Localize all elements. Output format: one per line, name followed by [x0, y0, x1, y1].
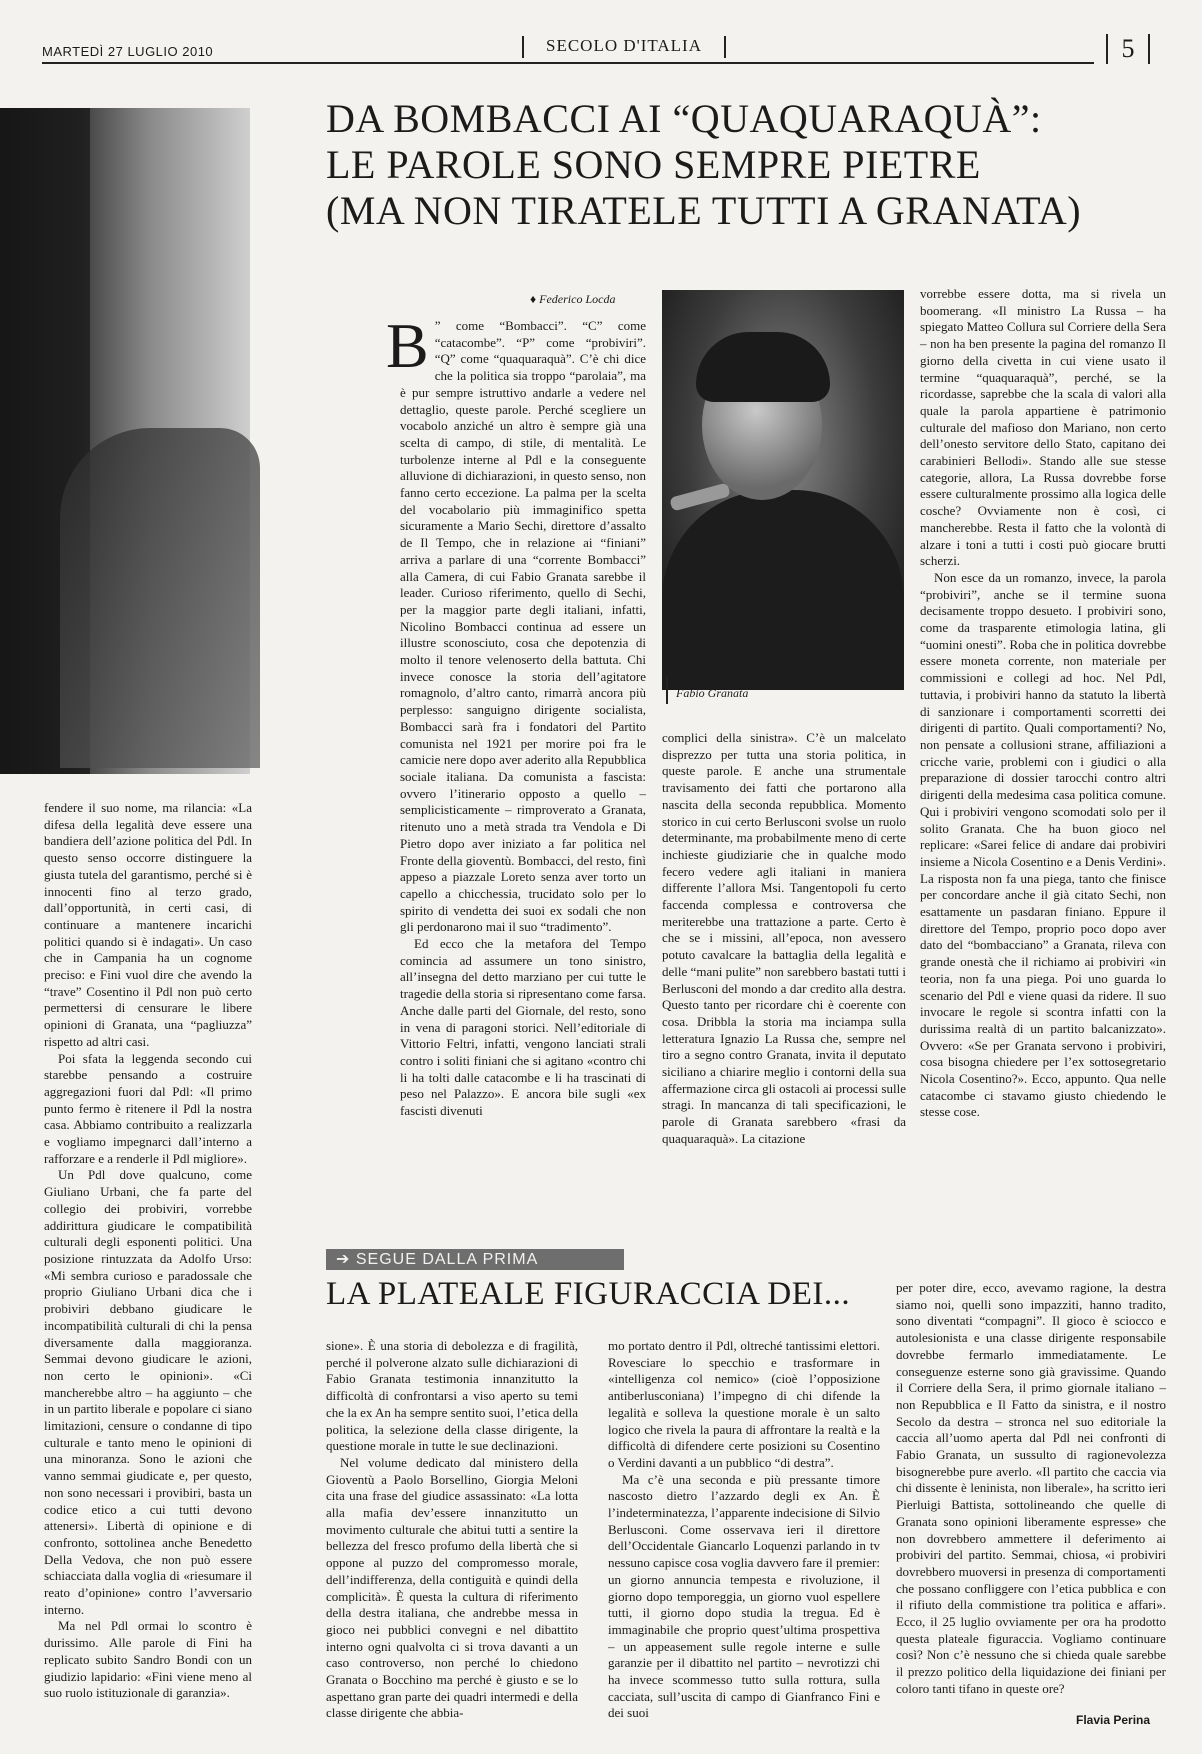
article-headline: [326, 96, 1166, 234]
paragraph: Un Pdl dove qualcuno, come Giuliano Urbani, che fa parte del collegio dei probiviri, vorrebbe addirittura giudicare le compatibilità culturali degli esponenti politici. Una posizione rintuzzata da Adolfo Urso: «Mi sembra curioso e paradossale che proprio Giuliano Urbani dica che i probiviri debbano giudicare le incompatibilità culturali di chi la pensa diversamente dalla maggioranza. Semmai devono giudicare le azioni, non certo le opinioni». «Ci mancherebbe altro – ha aggiunto – che in un partito liberale e popolare ci siano limitazioni, censure o condanne di tipo culturale e tanto meno le opinioni di una minoranza. Sono le azioni che vanno semmai giudicate e, per questo, non sono necessari i provibiri, basta un codice etico a cui tutti devono attenersi». Libertà di opinione e di confronto, sottolinea anche Benedetto Della Vedova, che non può essere schiacciata dalla voglia di «riesumare il reato d’opinione» contro l’avversario interno.: [44, 1167, 252, 1617]
masthead: [42, 34, 1164, 68]
photo-hair: [696, 332, 830, 402]
second-column-1: [326, 1338, 578, 1730]
drop-cap: B: [386, 310, 429, 381]
headline-line: DA BOMBACCI AI “QUAQUARAQUÀ”:: [326, 96, 1042, 141]
headline-line: LE PAROLE SONO SEMPRE PIETRE: [326, 142, 981, 187]
paragraph: Non esce da un romanzo, invece, la parola “probiviri”, anche se il termine suona decisamente troppo desueto. I probiviri sono, come da trasparente etimologia latina, gli “uomini onesti”. Roba che in politica dovrebbe essere moneta corrente, non materiale per commissioni e collegi ad hoc. Nel Pdl, tuttavia, i probiviri hanno da statuto la libertà di sanzionare i comportamenti scorretti dei dirigenti di partito. Quali comportamenti? No, non pensate a collusioni strane, affiliazioni a cricche varie, problemi con i giudici o alla preparazione di dossier tarocchi contro altri dirigenti della medesima casa politica comune. Qui i probiviri vengono scomodati solo per il solito Granata. Che ha buon gioco nel replicare: «Sarei felice di andare dai probiviri insieme a Nicola Cosentino e a Denis Verdini». La risposta non fa una piega, tanto che finisce per concordare anche il già citato Sechi, non esattamente un pasdaran finiano. Eppure il direttore del Tempo, proprio poco dopo aver dato del “bombacciano” a Granata, rileva con grande onestà che il richiamo ai probiviri «in teoria, non fa una piega. Poi uno guarda lo scenario del Pdl e viene quasi da ridere. Il suo invocare le regole si scontra infatti con la durissima realtà di un partito balcanizzato». Ovvero: «Se per Granata servono i probiviri, cosa bisogna chiedere per l’ex sottosegretario Nicola Cosentino?». Ecco, appunto. Qua nelle catacombe ci stavamo giusto chiedendo le stesse cose.: [920, 569, 1166, 1120]
left-photo: [0, 108, 250, 774]
section-label: ➔ SEGUE DALLA PRIMA: [326, 1249, 624, 1270]
paragraph: sione». È una storia di debolezza e di fragilità, perché il polverone alzato sulle dichiarazioni di Fabio Granata testimonia innanzitutto la difficoltà di confrontarsi a viso aperto su temi che la ex An ha sempre sentito suoi, l’etica della politica, la selezione della classe dirigente, la questione morale in tutte le sue declinazioni.: [326, 1338, 578, 1454]
paragraph: per poter dire, ecco, avevamo ragione, la destra siamo noi, quelli sono impazziti, hanno tradito, sono diventati “compagni”. Il gioco è sciocco e autolesionista e una classe dirigente responsabile dovrebbe fermarlo immediatamente. Le conseguenze esterne sono già gravissime. Quando il Corriere della Sera, il primo giornale italiano – non Repubblica e Il Fatto da sinistra, e il nostro Secolo da destra – stronca nel suo editoriale la caccia all’uomo aperta dal Pdl nei confronti di Fabio Granata, un sussulto di ragionevolezza bisognerebbe pure averlo. «Il partito che caccia via chi dissente è leninista, non liberale», ha scritto ieri Pierluigi Battista, sottolineando che quelle di Granata sono opinioni liberamente espresse» che non dovrebbero ammettere il deferimento ai probiviri del partito. Semmai, chiosa, «i probiviri dovrebbero muoversi in presenza di comportamenti che possano confliggere con l’etica pubblica e con il rifiuto della commistione tra politica e affari». Ecco, il 25 luglio ovviamente per ora ha prodotto questa plateale figuraccia. Vogliamo continuare così? Non c’è nessuno che si chieda quale sarebbe il prezzo politico della liquidazione dei finiani per coloro tanti tifano in queste ore?: [896, 1280, 1166, 1696]
second-article-title: LA PLATEALE FIGURACCIA DEI...: [326, 1276, 851, 1312]
author-signature: Flavia Perina: [1076, 1713, 1151, 1727]
article-column-2: [662, 730, 906, 1226]
paragraph: Ma c’è una seconda e più pressante timore nascosto dietro l’azzardo degli ex An. È l’indeterminatezza, l’apparente indecisione di Silvio Berlusconi. Come osservava ieri il direttore dell’Occidentale Giancarlo Loquenzi parlando in tv nessuno capisce cosa voglia davvero fare il premier: un giorno annuncia tempesta e rivoluzione, il giorno dopo temporeggia, un giorno vuol espellere tutti, il giorno dopo studia la tregua. Ed è immaginabile che proprio quest’ultima prospettiva – un appeasement sulle regole interne e sulle garanzie per il dibattito nel partito – nevrotizzi chi ha invece scommesso tutto sulla rottura, sulla cacciata, sull’uscita di campo di Gianfranco Fini e dei suoi: [608, 1471, 880, 1721]
paragraph: vorrebbe essere dotta, ma si rivela un boomerang. «Il ministro La Russa – ha spiegato Matteo Collura sul Corriere della Sera – non ha ben presente la pagina del romanzo Il giorno della civetta in cui viene usato il termine “quaquaraquà”, perché, se la ricordasse, saprebbe che la scala di valori alla quale la parola appartiene è patrimonio culturale del mafioso don Mariano, non certo dell’onesto servitore dello Stato, capitano dei carabinieri Bellodi». Stando alle sue stesse categorie, allora, La Russa dovrebbe forse essere culturalmente prossimo alla logica delle cosche? Ovviamente non è così, ci mancherebbe. Resta il fatto che la volontà di alzare i toni a tutti i costi può giocare brutti scherzi.: [920, 286, 1166, 569]
second-column-3: [896, 1280, 1166, 1710]
paragraph: complici della sinistra». C’è un malcelato disprezzo per tutta una storia politica, in queste parole. E anche una strumentale travisamento dei fatti che portarono alla nascita della seconda repubblica. Momento storico in cui certo Berlusconi svolse un ruolo determinante, ma probabilmente meno di certe inchieste giudiziarie che in qualche modo fecero vedere agli italiani in maniera differente l’allora Msi. Tangentopoli fu certo faccenda complessa e controversa che meriterebbe una trattazione a parte. Certo è che se i missini, all’epoca, non avessero potuto cavalcare la battaglia della legalità e delle “mani pulite” non sarebbero bastati tutti i Berlusconi del mondo a dar credito alla destra. Questo tanto per ricordare chi è coerente con cosa. Dribbla la storia ma inciampa sulla letteratura Ignazio La Russa che, sempre nel tiro a segno contro Granata, invita il deputato siciliano a chiarire meglio i contorni della sua affermazione circa gli ostacoli ai processi sulle stragi. In mancanza di tali specificazioni, le parole di Granata sarebbero «frasi da quaquaraquà». La citazione: [662, 730, 906, 1146]
masthead-rule: [42, 62, 1094, 64]
paragraph: mo portato dentro il Pdl, oltreché tantissimi elettori. Rovesciare lo specchio e trasformare in «intelligenza col nemico» (cioè l’opposizione antiberlusconiana) l’impegno di chi difende la legalità e solleva la questione morale è un salto logico che rivela la paura di affrontare la realtà e la difficoltà di difendere certe posizioni su Cosentino o Verdini davanti a un pubblico “di destra”.: [608, 1338, 880, 1470]
photo-body: [662, 490, 904, 690]
photo-caption: Fabio Granata: [676, 686, 749, 700]
paragraph: fendere il suo nome, ma rilancia: «La difesa della legalità deve essere una bandiera dell’azione politica del Pdl. In questo senso occorre distinguere la giusta tutela del garantismo, perché si è innocenti fino al terzo grado, dall’opportunità, in certi casi, di continuare a mantenere incarichi politici quando si è indagati». Un caso che in Campania ha un cognome preciso: e Fini vuol dire che avendo la “trave” Cosentino il Pdl non può certo permettersi di censurare le libere opinioni di Granata, una “pagliuzza” rispetto ad altri casi.: [44, 800, 252, 1049]
issue-date: MARTEDÌ 27 LUGLIO 2010: [42, 44, 214, 59]
page-number: 5: [1106, 34, 1150, 64]
photo-figure: [60, 428, 260, 768]
granata-photo: [662, 290, 904, 670]
left-column: [44, 800, 252, 1735]
paragraph: Ma nel Pdl ormai lo scontro è durissimo. Alle parole di Fini ha replicato subito Sandro Bondi con un giudizio lapidario: «Fini viene meno al suo ruolo istituzionale di garanzia».: [44, 1618, 252, 1701]
author-name: Federico Locda: [539, 292, 616, 306]
headline-line: (MA NON TIRATELE TUTTI A GRANATA): [326, 188, 1082, 233]
article-column-3: [920, 286, 1166, 1226]
paragraph-text: ” come “Bombacci”. “C” come “catacombe”. “P” come “probiviri”. “Q” come “quaquaraquà”. C’è chi dice che la politica sia troppo “parolaia”, ma è pur sempre istruttivo andarle a vedere nel dettaglio, queste parole. Perché scegliere un vocabolo anziché un altro è sempre già una scelta di campo, di stile, di mentalità. Le turbolenze interne al Pdl e la conseguente alluvione di dichiarazioni, in questo senso, non fanno certo eccezione. La palma per la scelta del vocabolario più immaginifico spetta sicuramente a Mario Sechi, direttore d’assalto de Il Tempo, che in relazione ai “finiani” arriva a parlare di una “corrente Bombacci” alla Camera, di cui Fabio Granata sarebbe il leader. Curioso riferimento, quello di Sechi, per la maggior parte degli italiani, infatti, Nicolino Bombacci continua ad essere un illustre sconosciuto, cosa che depotenzia di molto il tenore velenoserto della battuta. Chi invece conosce la storia dell’agitatore romagnolo, d’altro canto, rimarrà ancora più perplesso: sanguigno dirigente socialista, Bombacci sarà fra i fondatori del Partito comunista nel 1921 per morire poi fra le camicie nere dopo aver aderito alla Repubblica sociale italiana. Da comunista a fascista: ovvero l’itinerario opposto a quello – semplicisticamente – rimproverato a Granata, ritenuto uno a metà strada tra Vendola e Di Pietro dopo aver iniziato a far politica nel Fronte della gioventù. Bombacci, del resto, finì appeso a piazzale Loreto senza aver torto un capello a chicchessia, trucidato solo per lo spirito di vendetta dei suoi ex sodali che non gli perdonarono mai il suo “tradimento”.: [400, 318, 646, 935]
caption-rule: [666, 676, 668, 704]
article-column-1: [386, 310, 646, 1226]
newspaper-name: SECOLO D'ITALIA: [522, 36, 726, 58]
paragraph: Nel volume dedicato dal ministero della Gioventù a Paolo Borsellino, Giorgia Meloni cita una frase del giudice assassinato: «La lotta alla mafia dev’essere innanzitutto un movimento culturale che abitui tutti a sentire la bellezza del fresco profumo della libertà che si oppone al puzzo del compromesso morale, dell’indifferenza, della contiguità e quindi della complicità». È questa la cultura di riferimento della destra italiana, che andrebbe messa in gioco nei pubblici convegni e nel dibattito interno ogni qualvolta ci si trova davanti a un caso controverso, non perché lo chiedono Granata o Bocchino ma perché è giusto e se lo aspettano gran parte dei quadri intermedi e della classe dirigente che abbia-: [326, 1454, 578, 1721]
paragraph: [386, 310, 646, 936]
byline: ♦ Federico Locda: [530, 292, 616, 306]
paragraph: Poi sfata la leggenda secondo cui starebbe pensando a costruire aggregazioni fuori dal Pdl: «Il primo punto fermo è ritenere il Pdl la nostra casa. Abbiamo contribuito a realizzarla e vogliamo impegnarci dall’interno a rafforzare e a renderle il Pdl migliore».: [44, 1050, 252, 1166]
paragraph: Ed ecco che la metafora del Tempo comincia ad assumere un tono sinistro, all’insegna del detto marziano per cui tutte le tragedie della storia si ripresentano come farsa. Anche dalle parti del Giornale, del resto, sono in vena di paragoni storici. Nell’editoriale di Vittorio Feltri, infatti, vengono lanciati strali contro i soliti finiani che si agitano «contro chi li ha tolti dalle catacombe e li ha trascinati di peso nel Palazzo». E ancora bile sugli «ex fascisti divenuti: [400, 936, 646, 1119]
second-column-2: [608, 1338, 880, 1730]
